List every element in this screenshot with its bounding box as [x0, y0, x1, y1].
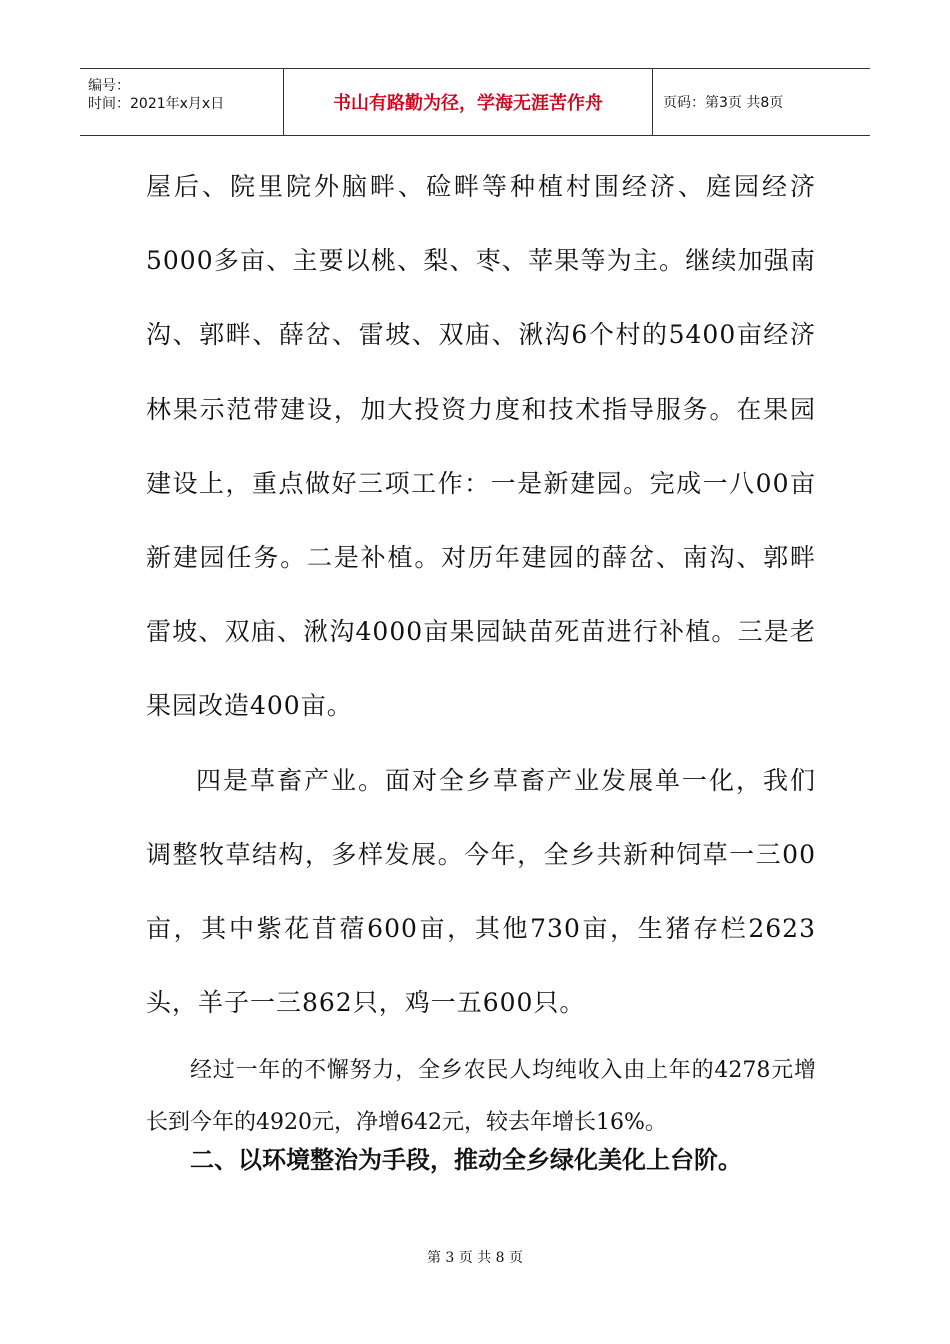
page-footer: 第 3 页 共 8 页: [426, 1250, 524, 1266]
number-label: 编号：: [88, 78, 130, 94]
paragraph: 经过一年的不懈努力，全乡农民人均纯收入由上年的4278元增长到今年的4920元，净增642元，较去年增长16%。: [146, 1058, 816, 1135]
header-meta: [80, 69, 283, 135]
date-label: 时间：2021年x月x日: [88, 96, 225, 112]
header-page-info: 页码：第3页 共8页: [663, 95, 784, 111]
header-motto: 书山有路勤为径，学海无涯苦作舟: [333, 93, 603, 114]
paragraph: 屋后、院里院外脑畔、硷畔等种植村围经济、庭园经济5000多亩、主要以桃、梨、枣、苹果等为主。继续加强南沟、郭畔、薛岔、雷坡、双庙、湫沟6个村的5400亩经济林果示范带建设，加大投资力度和技术指导服务。在果园建设上，重点做好三项工作：一是新建园。完成一八00亩新建园任务。二是补植。对历年建园的薛岔、南沟、郭畔雷坡、双庙、湫沟4000亩果园缺苗死苗进行补植。三是老果园改造400亩。: [146, 172, 816, 721]
page-header: [80, 68, 870, 136]
section-heading: 二、以环境整治为手段，推动全乡绿化美化上台阶。: [190, 1146, 742, 1174]
document-body-summary: [146, 1045, 816, 1149]
header-divider: [652, 69, 653, 135]
document-body: [146, 150, 816, 1040]
paragraph: 四是草畜产业。面对全乡草畜产业发展单一化，我们调整牧草结构，多样发展。今年，全乡共新种饲草一三00亩，其中紫花苜蓿600亩，其他730亩，生猪存栏2623头，羊子一三862只，鸡一五600只。: [146, 765, 816, 1018]
